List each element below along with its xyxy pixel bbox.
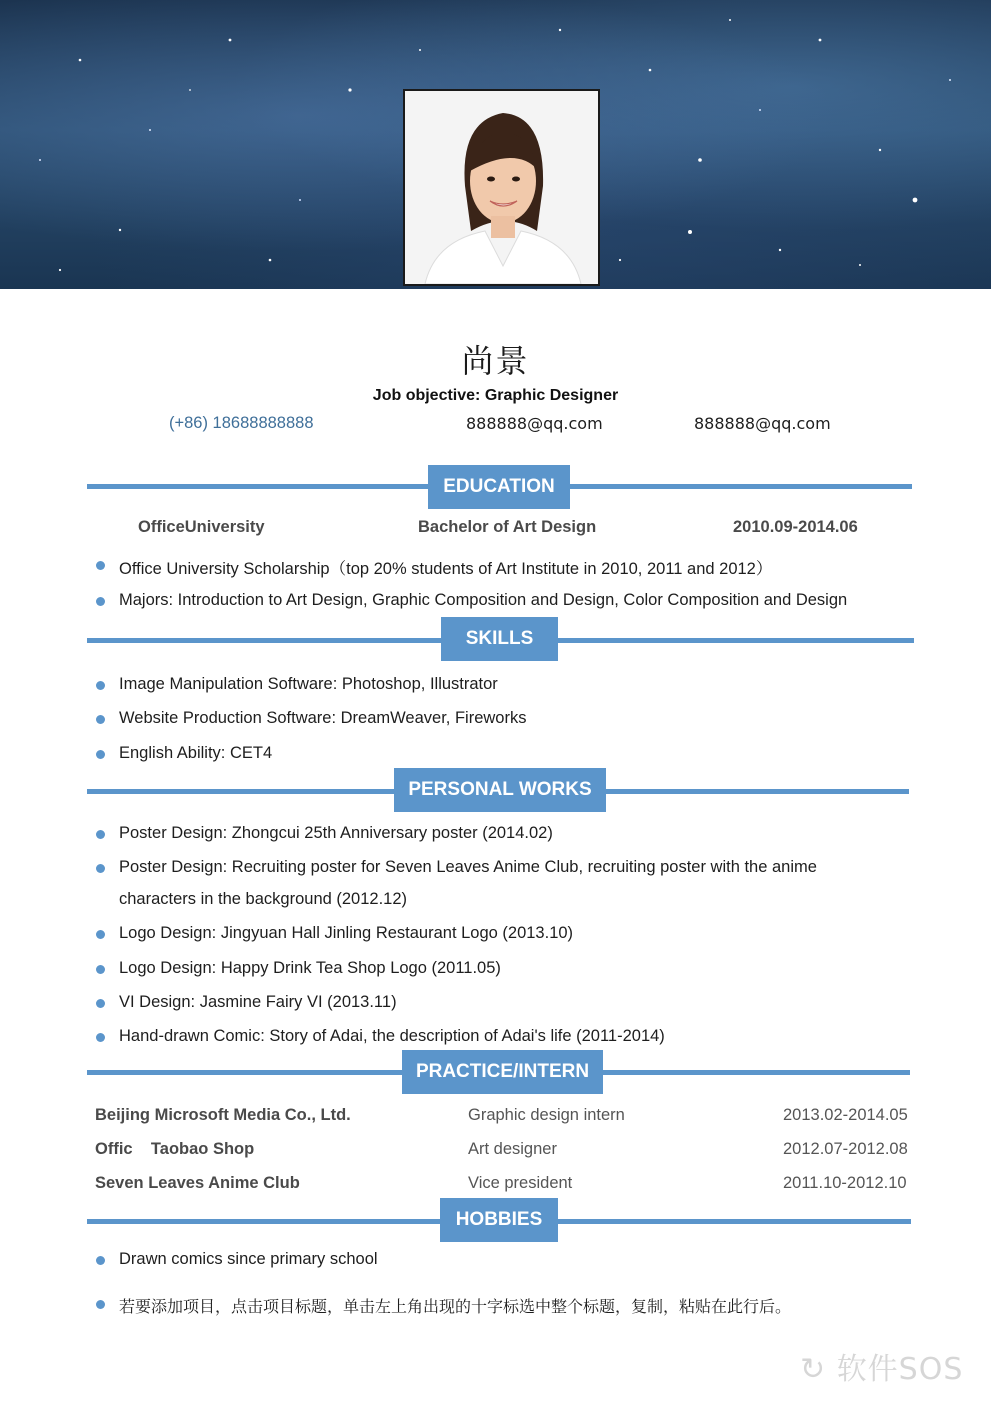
bullet-icon: [96, 1033, 105, 1042]
education-degree: Bachelor of Art Design: [418, 518, 597, 536]
bullet-icon: [96, 597, 105, 606]
section-title-hobbies: HOBBIES: [440, 1198, 558, 1242]
section-title-practice: PRACTICE/INTERN: [402, 1050, 603, 1094]
avatar: [405, 91, 598, 284]
job-objective: Job objective: Graphic Designer: [372, 387, 619, 404]
education-school: OfficeUniversity: [138, 518, 265, 536]
bullet-icon: [96, 830, 105, 839]
section-title-works: PERSONAL WORKS: [394, 768, 606, 812]
bullet-icon: [96, 965, 105, 974]
header-banner: [0, 0, 991, 289]
watermark-logo: [800, 1344, 963, 1388]
bullet-icon: [96, 561, 105, 570]
intern-company: Offic Taobao Shop: [95, 1140, 255, 1158]
bullet-icon: [96, 1300, 105, 1309]
intern-role: Graphic design intern: [468, 1106, 625, 1124]
bullet-icon: [96, 750, 105, 759]
intern-company: Beijing Microsoft Media Co., Ltd.: [95, 1106, 351, 1124]
swirl-icon: ↻: [800, 1352, 827, 1387]
profile-photo: [403, 89, 600, 286]
candidate-name: 尚景: [461, 342, 530, 380]
list-item-continuation: characters in the background (2012.12): [119, 890, 408, 908]
education-period: 2010.09-2014.06: [733, 518, 858, 536]
section-title-skills: SKILLS: [441, 617, 558, 661]
bullet-icon: [96, 930, 105, 939]
bullet-icon: [96, 715, 105, 724]
bullet-icon: [96, 999, 105, 1008]
intern-company: Seven Leaves Anime Club: [95, 1174, 300, 1192]
intern-role: Art designer: [468, 1140, 557, 1158]
intern-period: 2013.02-2014.05: [783, 1106, 908, 1124]
intern-role: Vice president: [468, 1174, 573, 1192]
watermark-text: 软件SOS: [836, 1352, 964, 1387]
email-address-2[interactable]: 888888@qq.com: [694, 414, 831, 433]
section-title-education: EDUCATION: [428, 465, 570, 509]
bullet-icon: [96, 681, 105, 690]
email-address-1[interactable]: 888888@qq.com: [466, 414, 603, 433]
bullet-icon: [96, 1256, 105, 1265]
intern-period: 2011.10-2012.10: [783, 1174, 907, 1192]
phone-number[interactable]: (+86) 18688888888: [169, 414, 314, 432]
intern-period: 2012.07-2012.08: [783, 1140, 908, 1158]
bullet-icon: [96, 864, 105, 873]
